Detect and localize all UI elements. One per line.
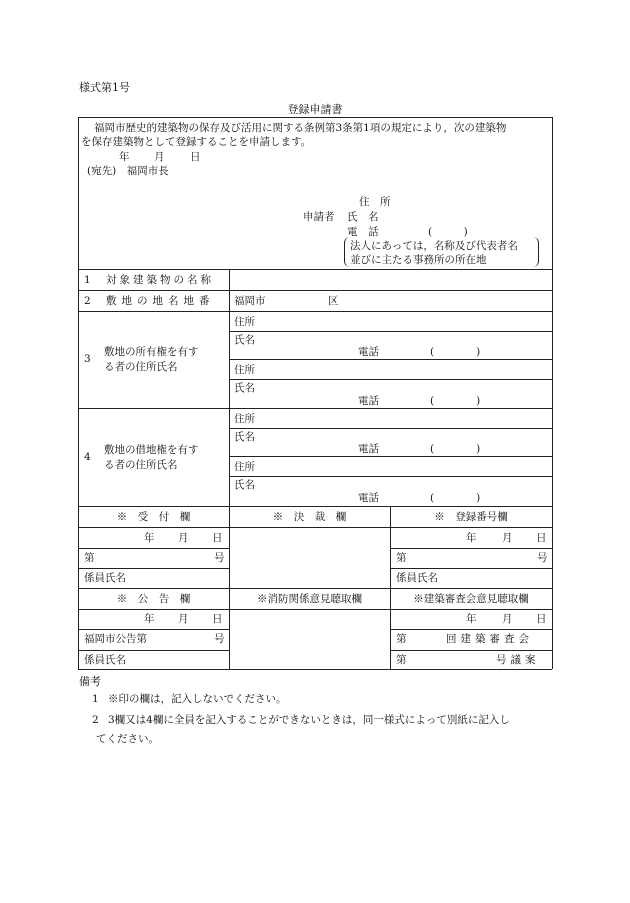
row-label-lessee: 敷地の借地権を有す [104, 444, 199, 456]
fire-department-header: ※消防関係意見聴取欄 [257, 593, 362, 605]
owner2-address-label: 住所 [234, 364, 255, 376]
notice-staff-label: 係員氏名 [84, 654, 126, 666]
row-line [78, 568, 229, 569]
note-text: 3欄又は4欄に全員を記入することができないときは，同一様式によって別紙に記入し [108, 714, 510, 726]
form-number: 様式第1号 [79, 81, 130, 94]
row-number: 4 [84, 451, 91, 463]
owner2-phone-parens: ( ) [430, 395, 481, 407]
council-month: 月 [502, 613, 513, 625]
row-line [78, 609, 552, 610]
note-text: てください。 [96, 733, 159, 745]
row-label-owner: 敷地の所有権を有す [104, 346, 199, 358]
table-border-right [552, 117, 553, 669]
registration-no-suffix: 号 [537, 552, 548, 564]
row-line [78, 290, 552, 291]
row-line [390, 568, 552, 569]
reception-year: 年 [144, 532, 155, 544]
owner1-name-label: 氏名 [234, 334, 255, 346]
lessee1-phone-parens: ( ) [430, 443, 481, 455]
notice-header: ※ 公 告 欄 [116, 593, 191, 605]
registration-number-header: ※ 登録番号欄 [434, 511, 508, 523]
council-year: 年 [466, 613, 477, 625]
owner1-phone-label: 電話 [358, 346, 379, 358]
lessee1-address-label: 住所 [234, 413, 255, 425]
row-line [229, 456, 552, 457]
column-line [390, 506, 391, 669]
council-round-text: 回建築審査会 [446, 633, 533, 645]
row-line [78, 548, 229, 549]
table-border-left [78, 117, 79, 669]
lessee2-address-label: 住所 [234, 461, 255, 473]
notice-number-suffix: 号 [214, 633, 225, 645]
row-number: 3 [84, 353, 91, 365]
lot-ward: 区 [328, 295, 339, 307]
corporate-note: 法人にあっては，名称及び代表者名 [350, 240, 518, 252]
row-number: 2 [84, 295, 91, 307]
lot-city: 福岡市 [234, 295, 266, 307]
date-month: 月 [154, 151, 165, 163]
lessee1-name-label: 氏名 [234, 431, 255, 443]
date-year: 年 [119, 151, 130, 163]
decision-header: ※ 決 裁 欄 [272, 511, 347, 523]
row-line [390, 650, 552, 651]
row-line [78, 629, 229, 630]
row-line [390, 548, 552, 549]
table-border-bottom [78, 669, 552, 670]
lessee2-phone-label: 電話 [358, 492, 379, 504]
owner1-phone-parens: ( ) [430, 346, 481, 358]
row-line [78, 650, 229, 651]
row-line [229, 359, 552, 360]
registration-year: 年 [466, 532, 477, 544]
applicant-label: 申請者 [303, 211, 335, 223]
reception-header: ※ 受 付 欄 [116, 511, 191, 523]
council-bill-text: 号議案 [496, 654, 540, 666]
reception-no-suffix: 号 [214, 552, 225, 564]
declaration-text: を保存建築物として登録することを申請します。 [81, 136, 312, 148]
row-label-lessee: る者の住所氏名 [104, 459, 178, 471]
row-line [78, 311, 552, 312]
row-line [390, 629, 552, 630]
applicant-name-label: 氏 名 [347, 211, 379, 223]
registration-day: 日 [536, 532, 547, 544]
building-council-header: ※建築審査会意見聴取欄 [413, 593, 529, 605]
row-line [78, 588, 552, 589]
notice-number-label: 福岡市公告第 [84, 633, 147, 645]
column-line [229, 269, 230, 669]
registration-no-prefix: 第 [396, 552, 407, 564]
lessee1-phone-label: 電話 [358, 443, 379, 455]
addressee: (宛先) 福岡市長 [87, 165, 169, 177]
notice-day: 日 [212, 613, 223, 625]
notice-month: 月 [178, 613, 189, 625]
reception-no-prefix: 第 [84, 552, 95, 564]
row-line [78, 269, 552, 270]
registration-staff-label: 係員氏名 [396, 572, 438, 584]
row-label-building-name: 対象建築物の名称 [106, 274, 214, 286]
row-line [229, 476, 552, 477]
council-bill-prefix: 第 [396, 654, 407, 666]
row-line [78, 506, 552, 507]
note-text: ※印の欄は，記入しないでください。 [108, 693, 287, 705]
applicant-phone-parens: ( ) [428, 226, 468, 238]
row-number: 1 [84, 274, 91, 286]
note-number: 1 [92, 693, 99, 705]
council-day: 日 [536, 613, 547, 625]
date-day: 日 [190, 151, 201, 163]
form-title: 登録申請書 [287, 103, 343, 116]
owner1-address-label: 住所 [234, 316, 255, 328]
notes-title: 備考 [79, 675, 101, 688]
reception-staff-label: 係員氏名 [84, 572, 126, 584]
lessee2-phone-parens: ( ) [430, 492, 481, 504]
reception-day: 日 [212, 532, 223, 544]
owner2-phone-label: 電話 [358, 395, 379, 407]
council-round-prefix: 第 [396, 633, 407, 645]
row-label-lot-number: 敷地の地名地番 [106, 295, 215, 307]
applicant-phone-label: 電 話 [347, 226, 379, 238]
lessee2-name-label: 氏名 [234, 479, 255, 491]
reception-month: 月 [178, 532, 189, 544]
row-label-owner: る者の住所氏名 [104, 361, 178, 373]
table-border-top [78, 117, 552, 118]
declaration-text: 福岡市歴史的建築物の保存及び活用に関する条例第3条第1項の規定により，次の建築物 [94, 122, 507, 134]
corporate-note: 並びに主たる事務所の所在地 [350, 254, 487, 266]
row-line [78, 408, 552, 409]
note-number: 2 [92, 714, 99, 726]
row-line [229, 379, 552, 380]
row-line [78, 527, 552, 528]
row-line [229, 428, 552, 429]
applicant-address-label: 住 所 [359, 196, 391, 208]
owner2-name-label: 氏名 [234, 382, 255, 394]
row-line [229, 331, 552, 332]
notice-year: 年 [144, 613, 155, 625]
registration-month: 月 [502, 532, 513, 544]
